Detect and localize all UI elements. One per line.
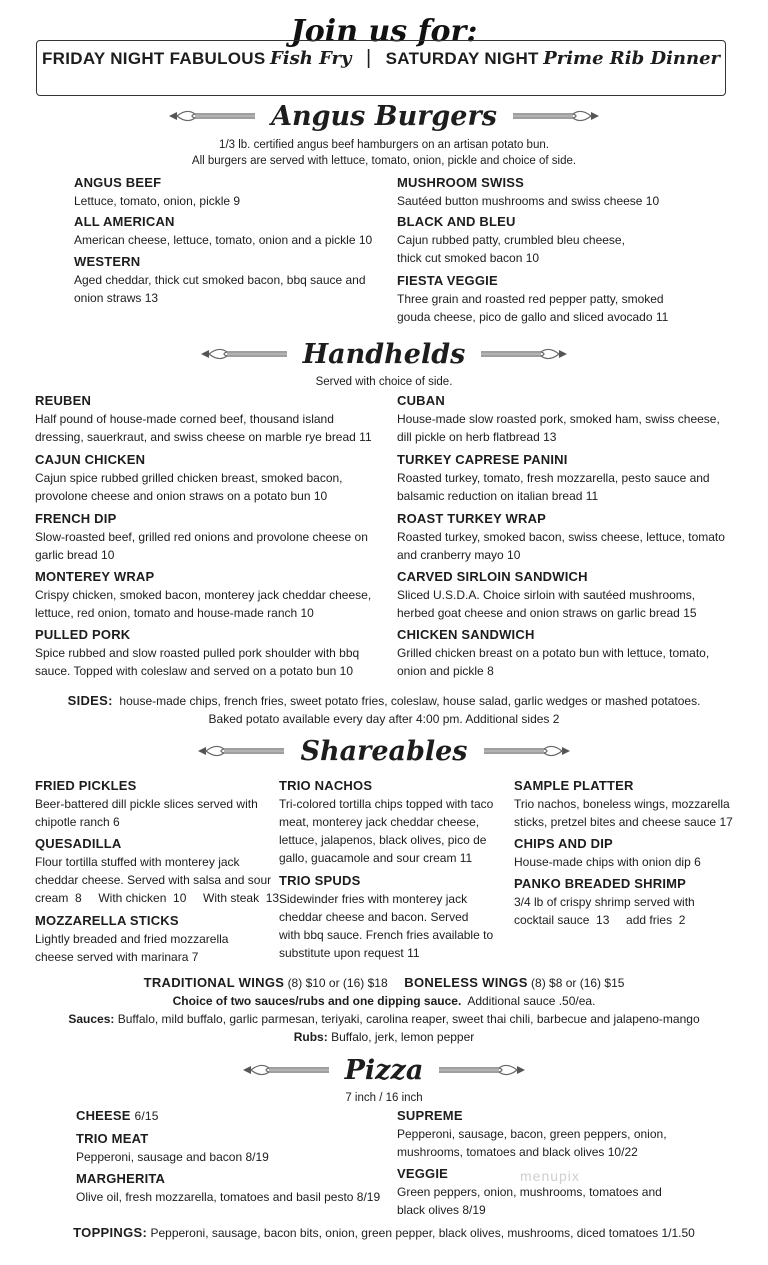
item-description: cream 8 With chicken 10 With steak 13 [35, 891, 280, 905]
menu-item-sample-platter [514, 777, 733, 831]
item-name: QUESADILLA [35, 836, 122, 851]
saturday-label: SATURDAY NIGHT [385, 49, 539, 68]
item-name: ROAST TURKEY WRAP [397, 511, 547, 526]
prime-rib-label: Prime Rib Dinner [543, 48, 721, 69]
sides-list: house-made chips, french fries, sweet potato fries, coleslaw, house salad, garlic wedges or mashed potatoes. [119, 694, 701, 708]
sauces-label: Sauces: [68, 1012, 115, 1026]
item-description: sticks, pretzel bites and cheese sauce 17 [514, 815, 733, 829]
item-description: Green peppers, onion, mushrooms, tomatoes and [397, 1185, 662, 1199]
menu-item-mozzarella-sticks [35, 912, 228, 966]
item-description: Sidewinder fries with monterey jack [279, 892, 468, 906]
item-description: gallo, guacamole and sour cream 11 [279, 851, 473, 865]
traditional-wings-price: (8) $10 or (16) $18 [287, 976, 388, 990]
item-description: Lettuce, tomato, onion, pickle 9 [74, 194, 241, 208]
menu-item-monterey-wrap [35, 568, 371, 622]
item-name: FIESTA VEGGIE [397, 273, 498, 288]
item-description: Olive oil, fresh mozzarella, tomatoes and basil pesto 8/19 [76, 1190, 381, 1204]
fish-fry-label: Fish Fry [269, 48, 352, 69]
item-description: lettuce, jalapenos, black olives, pico de [279, 833, 487, 847]
rubs-label: Rubs: [293, 1030, 328, 1044]
item-description: Flour tortilla stuffed with monterey jack [35, 855, 240, 869]
menu-item-fried-pickles [35, 777, 258, 831]
menu-item-chicken-sandwich [397, 626, 709, 680]
item-description: House-made chips with onion dip 6 [514, 855, 701, 869]
wings-choice: Choice of two sauces/rubs and one dipping sauce. [172, 994, 462, 1008]
item-name: SAMPLE PLATTER [514, 778, 634, 793]
wings-rubs-line [0, 1028, 768, 1046]
item-description: Pepperoni, sausage, bacon, green peppers, onion, [397, 1127, 667, 1141]
item-description: onion and pickle 8 [397, 664, 494, 678]
item-name: BLACK AND BLEU [397, 214, 516, 229]
item-description: House-made slow roasted pork, smoked ham, swiss cheese, [397, 412, 720, 426]
special-nights-banner [36, 40, 726, 96]
item-price: 6/15 [134, 1109, 159, 1123]
item-description: cheddar cheese and bacon. Served [279, 910, 469, 924]
item-description: with bbq sauce. French fries available to [279, 928, 494, 942]
item-description: Roasted turkey, tomato, fresh mozzarella, pesto sauce and [397, 471, 710, 485]
rubs-list: Buffalo, jerk, lemon pepper [331, 1030, 475, 1044]
traditional-wings-name: TRADITIONAL WINGS [143, 975, 285, 990]
ornament-left-icon [199, 346, 289, 362]
item-description: provolone cheese and onion straws on a potato bun 10 [35, 489, 328, 503]
handhelds-subtitle: Served with choice of side. [315, 376, 453, 388]
menu-item-mushroom-swiss [397, 174, 659, 210]
item-description: Cajun rubbed patty, crumbled bleu cheese, [397, 233, 625, 247]
item-description: cheddar cheese. Served with salsa and sour [35, 873, 272, 887]
menu-item-black-and-bleu [397, 213, 625, 267]
pizza-subtitle: 7 inch / 16 inch [345, 1092, 423, 1104]
sauces-list: Buffalo, mild buffalo, garlic parmesan, teriyaki, carolina reaper, sweet thai chili, barbecue and jalapeno-mango [117, 1012, 700, 1026]
menu-item-western [74, 253, 366, 307]
menu-item-french-dip [35, 510, 368, 564]
menu-item-pulled-pork [35, 626, 359, 680]
menu-item-trio-nachos [279, 777, 493, 867]
menu-item-trio-spuds [279, 872, 493, 962]
item-name: TURKEY CAPRESE PANINI [397, 452, 568, 467]
section-title: Shareables [300, 735, 468, 767]
section-title: Angus Burgers [271, 100, 497, 132]
item-name: CARVED SIRLOIN SANDWICH [397, 569, 588, 584]
menu-item-roast-turkey-wrap [397, 510, 725, 564]
menu-item-quesadilla [35, 835, 279, 907]
item-description: Aged cheddar, thick cut smoked bacon, bbq sauce and [74, 273, 366, 287]
menu-item-panko-breaded-shrimp [514, 875, 695, 929]
item-description: Grilled chicken breast on a potato bun with lettuce, tomato, [397, 646, 710, 660]
item-description: dressing, sauerkraut, and swiss cheese on marble rye bread 11 [35, 430, 372, 444]
item-name: PULLED PORK [35, 627, 131, 642]
menu-item-reuben [35, 392, 372, 446]
menu-item-margherita-pizza [76, 1170, 380, 1206]
item-name: PANKO BREADED SHRIMP [514, 876, 687, 891]
boneless-wings-price: (8) $8 or (16) $15 [531, 976, 625, 990]
section-title: Pizza [344, 1054, 424, 1086]
item-description: cocktail sauce 13 add fries 2 [514, 913, 686, 927]
friday-label: FRIDAY NIGHT FABULOUS [41, 49, 266, 68]
ornament-right-icon [437, 1062, 527, 1078]
sides-line [0, 692, 768, 710]
item-name: TRIO MEAT [76, 1131, 149, 1146]
sides-label: SIDES: [67, 693, 113, 708]
section-angus-burgers [0, 96, 768, 136]
item-name: VEGGIE [397, 1166, 449, 1181]
item-name: MUSHROOM SWISS [397, 175, 525, 190]
wings-additional: Additional sauce .50/ea. [467, 994, 596, 1008]
item-name-text: CHEESE [76, 1108, 131, 1123]
item-description: American cheese, lettuce, tomato, onion and a pickle 10 [74, 233, 373, 247]
menu-item-all-american [74, 213, 372, 249]
item-name [76, 1107, 159, 1125]
item-description: Roasted turkey, smoked bacon, swiss cheese, lettuce, tomato [397, 530, 725, 544]
item-name: ANGUS BEEF [74, 175, 162, 190]
menu-item-angus-beef [74, 174, 240, 210]
item-description: Three grain and roasted red pepper patty, smoked [397, 292, 664, 306]
item-name: MONTEREY WRAP [35, 569, 155, 584]
item-description: meat, monterey jack cheddar cheese, [279, 815, 480, 829]
item-name: MOZZARELLA STICKS [35, 913, 179, 928]
item-description: Sautéed button mushrooms and swiss cheese 10 [397, 194, 660, 208]
menu-item-cuban [397, 392, 720, 446]
item-description: gouda cheese, pico de gallo and sliced avocado 11 [397, 310, 669, 324]
menu-item-cheese-pizza [76, 1107, 159, 1125]
join-heading: Join us for: [290, 14, 478, 49]
item-description: Lightly breaded and fried mozzarella [35, 932, 229, 946]
burgers-subtitle: 1/3 lb. certified angus beef hamburgers on an artisan potato bun. [219, 139, 549, 151]
ornament-right-icon [511, 108, 601, 124]
ornament-left-icon [196, 743, 286, 759]
item-description: and cranberry mayo 10 [397, 548, 521, 562]
toppings-label: TOPPINGS: [73, 1225, 148, 1240]
wings-line [0, 974, 768, 992]
item-name: ALL AMERICAN [74, 214, 175, 229]
menu-item-supreme-pizza [397, 1107, 667, 1161]
item-description: 3/4 lb of crispy shrimp served with [514, 895, 695, 909]
item-description: Slow-roasted beef, grilled red onions and provolone cheese on [35, 530, 368, 544]
item-description: garlic bread 10 [35, 548, 115, 562]
item-description: black olives 8/19 [397, 1203, 486, 1217]
item-name: CUBAN [397, 393, 445, 408]
item-description: sauce. Topped with coleslaw and served on a potato bun 10 [35, 664, 353, 678]
section-handhelds [0, 334, 768, 374]
wings-sauces-line [0, 1010, 768, 1028]
item-description: Pepperoni, sausage and bacon 8/19 [76, 1150, 269, 1164]
item-name: WESTERN [74, 254, 141, 269]
item-description: Crispy chicken, smoked bacon, monterey jack cheddar cheese, [35, 588, 372, 602]
section-shareables [0, 731, 768, 771]
item-description: Sliced U.S.D.A. Choice sirloin with sautéed mushrooms, [397, 588, 696, 602]
toppings-line [0, 1224, 768, 1242]
sides-note: Baked potato available every day after 4:00 pm. Additional sides 2 [208, 712, 560, 726]
ornament-right-icon [482, 743, 572, 759]
ornament-right-icon [479, 346, 569, 362]
menu-item-chips-and-dip [514, 835, 701, 871]
item-description: lettuce, red onion, tomato and house-made ranch 10 [35, 606, 314, 620]
section-pizza [0, 1050, 768, 1090]
menu-item-cajun-chicken [35, 451, 343, 505]
item-description: Trio nachos, boneless wings, mozzarella [514, 797, 730, 811]
item-description: Cajun spice rubbed grilled chicken breast, smoked bacon, [35, 471, 343, 485]
menu-item-carved-sirloin-sandwich [397, 568, 697, 622]
item-name: CHICKEN SANDWICH [397, 627, 535, 642]
toppings-list: Pepperoni, sausage, bacon bits, onion, green pepper, black olives, mushrooms, diced tomatoes 1/1.50 [150, 1226, 695, 1240]
item-description: herbed goat cheese and onion straws on garlic bread 15 [397, 606, 697, 620]
menu-item-turkey-caprese-panini [397, 451, 710, 505]
item-description: substitute upon request 11 [279, 946, 420, 960]
item-description: Beer-battered dill pickle slices served with [35, 797, 258, 811]
item-name: SUPREME [397, 1108, 463, 1123]
ornament-left-icon [167, 108, 257, 124]
banner-separator: | [365, 47, 372, 69]
menu-item-trio-meat-pizza [76, 1130, 269, 1166]
item-name: FRIED PICKLES [35, 778, 137, 793]
item-description: chipotle ranch 6 [35, 815, 120, 829]
menu-item-fiesta-veggie [397, 272, 668, 326]
item-name: REUBEN [35, 393, 92, 408]
item-description: dill pickle on herb flatbread 13 [397, 430, 557, 444]
wings-choice-line [0, 992, 768, 1010]
item-description: onion straws 13 [74, 291, 159, 305]
item-description: balsamic reduction on italian bread 11 [397, 489, 599, 503]
item-name: FRENCH DIP [35, 511, 117, 526]
watermark: menupix [520, 1168, 580, 1184]
item-name: TRIO SPUDS [279, 873, 361, 888]
item-description: Spice rubbed and slow roasted pulled pork shoulder with bbq [35, 646, 360, 660]
item-name: CHIPS AND DIP [514, 836, 613, 851]
item-description: mushrooms, tomatoes and black olives 10/22 [397, 1145, 638, 1159]
item-description: thick cut smoked bacon 10 [397, 251, 540, 265]
item-description: Tri-colored tortilla chips topped with taco [279, 797, 494, 811]
section-title: Handhelds [302, 338, 466, 370]
ornament-left-icon [241, 1062, 331, 1078]
boneless-wings-name: BONELESS WINGS [404, 975, 528, 990]
item-name: TRIO NACHOS [279, 778, 373, 793]
item-name: MARGHERITA [76, 1171, 166, 1186]
item-name: CAJUN CHICKEN [35, 452, 146, 467]
item-description: Half pound of house-made corned beef, thousand island [35, 412, 334, 426]
item-description: cheese served with marinara 7 [35, 950, 199, 964]
burgers-subtitle: All burgers are served with lettuce, tomato, onion, pickle and choice of side. [191, 155, 577, 167]
